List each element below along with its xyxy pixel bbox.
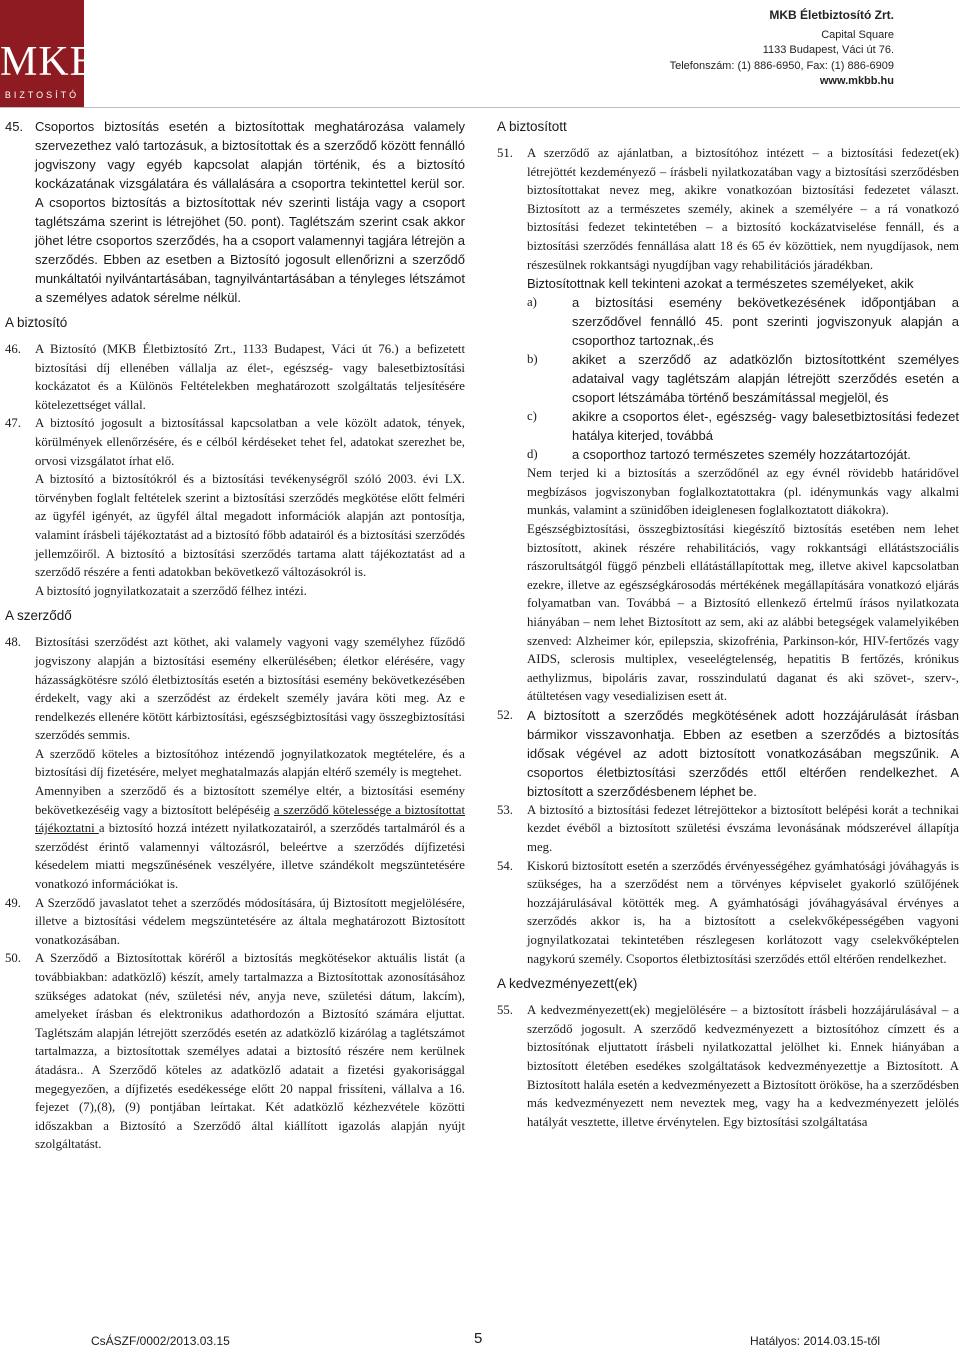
paragraph-text: A kedvezményezett(ek) megjelölésére – a biztosított írásbeli hozzájárulásával – a szerződő jogosult. A szerződő kedvezményezett a biztosítóhoz címzett és a biztosítónak eljuttatott írásbeli nyilatkozattal jelölhet ki. Ennek hiányában a biztosított életében esedékes szolgáltatások kedvezményezettje a Biztosított. A Biztosított halála esetén a kedvezményezett a Biztosított örököse, ha a szerződésben más kedvezményezett nem neveztek meg, vagy ha a kedvezményezett jelölés hatályát vesztette, illetve érvénytelen. Egy biztosítási szolgáltatása xyxy=(527,1003,959,1129)
paragraph-45 xyxy=(5,117,465,307)
paragraph-51-exclusion: Nem terjed ki a biztosítás a szerződőnél az egy évnél rövidebb határidővel megbízásos jogviszonyban foglalkoztatottakra (pl. idénymunkás vagy alkalmi munkás, valamint a szünidőben ideiglenesen foglalkoztatott diákokra). xyxy=(527,466,959,518)
list-item xyxy=(527,407,959,445)
paragraph-47 xyxy=(5,414,465,470)
paragraph-text: Biztosítási szerződést azt köthet, aki valamely vagyoni vagy személyhez fűződő jogviszony alapján a biztosítási esemény elkerülésében; életkor elérésére, vagy házasságkötésre szóló életbiztosítás esetén a biztosítási esemény bekövetkezésében érdekelt, vagy aki a szerződést az érdekelt személy javára köti meg. Az e rendelkezés ellenére kötött kárbiztosítási, egészségbiztosítási vagy összegbiztosítási szerződés semmis. xyxy=(35,635,465,743)
list-text: a biztosítási esemény bekövetkezésének időpontjában a szerződővel fennálló 45. pont szerinti jogviszonyuk alapján a csoporthoz tartoznak,.és xyxy=(572,295,959,349)
list-letter: b) xyxy=(527,352,538,367)
section-heading-biztositott: A biztosított xyxy=(497,119,567,134)
paragraph-48-information xyxy=(35,782,465,894)
paragraph-text: A Szerződő javaslatot tehet a szerződés módosítására, új Biztosított megjelölésére, illetve a biztosítási védelem megszüntetésére az általa meghatározott Biztosított vonatkozásában. xyxy=(35,895,465,947)
paragraph-text: Kiskorú biztosított esetén a szerződés érvényességéhez gyámhatósági jóváhagyás is szükséges, ha a szerződést nem a törvényes képviselet gyakorló szülőjének hozzájárulásával kötötték meg. A gyámhatósági jóváhagyásával érvényes a szerződés akkor is, ha a biztosított a cselekvőképességében vagyoni jognyilatkozatai tekintetében részlegesen korlátozott vagy cselekvőképtelen nagykorú személy. Csoportos életbiztosítási szerződés ettől eltérően rendelkezhet. xyxy=(527,858,959,966)
paragraph-number: 54. xyxy=(497,858,513,873)
list-item xyxy=(527,293,959,350)
paragraph-53 xyxy=(497,801,959,857)
paragraph-number: 48. xyxy=(5,635,21,650)
section-heading-biztosito: A biztosító xyxy=(5,315,68,330)
paragraph-48-continued: A szerződő köteles a biztosítóhoz intézendő jognyilatkozatok megtételére, és a biztosítási díj fizetésére, melyet meghatalmazás alapján eltérő személy is megtehet. xyxy=(35,746,465,780)
list-text: a csoporthoz tartozó természetes személy hozzátartozóját. xyxy=(572,447,911,463)
footer-effective-date: Hatályos: 2014.03.15-től xyxy=(750,1334,881,1348)
paragraph-text: A szerződő az ajánlatban, a biztosítóhoz intézett – a biztosítási fedezet(ek) létrejöttét kezdeményező – írásbeli nyilatkozatában vagy a biztosítási szerződésben biztosítottakat nevez meg, akikre vonatkozóan biztosítási fedezetet választ. Biztosított az a természetes személy, akinek a személyére – a rá vonatkozó biztosítási fedezet tekintetében – a biztosító kockázatviselése fennáll, és a biztosítási szerződés fennállása alatt 18 és 65 év közöttiek, nem nyugdíjasok, nem részesülnek rokkantsági nyugdíjban vagy rehabilitációs járadékban. xyxy=(527,146,959,272)
paragraph-52 xyxy=(497,706,959,801)
text-segment: Amennyiben a szerződő és a biztosított személye eltér, a biztosítási esemény bekövetkezéséig vagy a biztosított belépéséig xyxy=(35,784,465,817)
paragraph-number: 45. xyxy=(5,119,24,134)
paragraph-number: 53. xyxy=(497,802,513,817)
company-name: MKB Életbiztosító Zrt. xyxy=(769,8,894,22)
company-address: 1133 Budapest, Váci út 76. xyxy=(762,44,894,56)
paragraph-text: A biztosító a biztosítási fedezet létrejöttekor a biztosított belépési korát a technikai kezdet évéből a biztosított születési évszáma levonásának módszerével állapítja meg. xyxy=(527,802,959,855)
paragraph-number: 51. xyxy=(497,146,513,160)
paragraph-text: A biztosított a szerződés megkötésének adott hozzájárulását írásban bármikor visszavonhatja. Ebben az esetben a szerződés a biztosítás idősak végével az adott biztosított vonatkozásában megszűnik. A csoportos életbiztosítási szerződés ettől eltérően rendelkezhet. A biztosított a szerződésbenem léphet be. xyxy=(527,707,959,799)
left-column xyxy=(5,117,465,1154)
company-logo xyxy=(0,0,99,107)
paragraph-number: 55. xyxy=(497,1003,513,1018)
logo-subtitle: BIZTOSÍTÓ xyxy=(4,90,80,100)
list-text: akikre a csoportos élet-, egészség- vagy balesetbiztosítási fedezet hatálya kiterjed, továbbá xyxy=(572,409,959,444)
list-item xyxy=(527,350,959,407)
paragraph-47-last: A biztosító jognyilatkozatait a szerződő félhez intézi. xyxy=(35,583,307,598)
company-info xyxy=(670,8,894,90)
company-building: Capital Square xyxy=(821,28,894,41)
paragraph-number: 46. xyxy=(5,342,21,356)
logo-text: MKB xyxy=(0,39,99,85)
paragraph-51 xyxy=(497,144,959,274)
paragraph-number: 49. xyxy=(5,895,21,910)
paragraph-number: 47. xyxy=(5,416,21,431)
list-letter: a) xyxy=(527,295,537,310)
paragraph-text: A Biztosító (MKB Életbiztosító Zrt., 1133 Budapest, Váci út 76.) a befizetett biztosítási díj ellenében vállalja az élet-, egészség- vagy balesetbiztosítási kockázatot és a Különös Feltételekben meghatározott szolgáltatás teljesítésére kötelezettséget vállal. xyxy=(35,342,465,412)
paragraph-51-intro: Biztosítottnak kell tekinteni azokat a természetes személyeket, akik xyxy=(527,276,914,292)
paragraph-55 xyxy=(497,1001,959,1131)
right-column xyxy=(497,117,959,1131)
text-segment: a biztosító hozzá intézett nyilatkozatairól, a szerződés tartalmáról és a szerződést érintő valamennyi változásról, beleértve a szerződés díjfizetési késedelem miatti megszűnésének veszélyére, illetve szándékolt megszüntetésére vonatkozó információkat is. xyxy=(35,821,465,892)
paragraph-46 xyxy=(5,340,465,414)
underlined-text: a szerződő kötelessége a biztosítottat tájékoztatni xyxy=(35,802,465,836)
list-item xyxy=(527,445,959,464)
paragraph-48 xyxy=(5,633,465,745)
paragraph-text: A Szerződő a Biztosítottak köréről a biztosítás megkötésekor aktuális listát (a továbbiakban: adatközlő) készít, amely tartalmazza a Biztosítottak azonosításához szükséges adatokat (név, születési név, anyja neve, születési dátum, lakcím), amelyeket írásban és elektronikus adathordozón a Biztosító számára eljuttat. Taglétszám alapján létrejött szerződés esetén az adatközlő kizárólag a taglétszámot tartalmazza, a biztosítottak személyes adatai a biztosító részére nem kerülnek átadásra.. A Szerződő köteles az adatközlő adatait a fizetési gyakorisággal megegyezően, a díjfizetés esedékessége előtt 20 nappal frissíteni, vállalva a 16. fejezet (7),(8), (9) pontjában leírtakat. Két adatközlő kézhezvétele közötti időszakban a Biztosító a Szerződő által kiállított igazolás alapján nyújt szolgáltatást. xyxy=(35,951,465,1152)
company-phone: Telefonszám: (1) 886-6950, Fax: (1) 886-6909 xyxy=(669,59,894,72)
section-heading-kedvezmenyezett: A kedvezményezett(ek) xyxy=(497,976,638,992)
list-text: akiket a szerződő az adatközlőn biztosítottként személyes adataival vagy taglétszám alapján létrejött szerződés esetén a csoport létszámába történő beszámítással megjelöl, és xyxy=(572,352,959,406)
paragraph-number: 52. xyxy=(497,707,513,722)
paragraph-text: Csoportos biztosítás esetén a biztosítottak meghatározása valamely szervezethez való tartozásuk, a biztosítottak és a szerződő között fennálló jogviszony vagy egyéb kapcsolat alapján történik, és a biztosító kockázatának vizsgálatára és vállalására a csoportra tekintettel kerül sor. A csoportos biztosítás a biztosítottak név szerinti listája vagy a csoport taglétszáma szerint is létrejöhet (50. pont). Taglétszám szerint csak akkor jöhet létre csoportos szerződés, ha a csoport valamennyi tagjára létrejön a szerződés. Ebben az esetben a Biztosító jogosult ellenőrizni a szerződő munkáltatói nyilvántartásában, tagnyilvántartásában a tényleges létszámot a személyes adatok sérelme nélkül. xyxy=(35,119,465,305)
paragraph-51-health: Egészségbiztosítási, összegbiztosítási kiegészítő biztosítás esetében nem lehet biztosított, akinek részére rehabilitációs, vagy rokkantsági ellátástszociális rászorultsátgól függő pénzbeli ellátástállapítottak meg, illetve akivel kapcsolatban ezekre, illetve az egészségkárosodás mértékének megállapítására vonatkozó eljárás folyamatban van. Továbbá – a Biztosító ellenkező értelmű írásos nyilatkozata hiányában – nem lehet Biztosított az sem, aki az alábbi betegségek valamelyikében szenved: Alzheimer kór, epilepszia, skizofrénia, Parkinson-kór, HIV-fertőzés vagy AIDS, sclerosis multiplex, veseelégtelenség, hepatitis B fertőzés, krónikus aethylizmus, bipoláris zavar, rosszindulatú daganat és aki szövet-, szerv-, átültetésen vagy vesedializisen esett át. xyxy=(527,521,959,704)
footer-document-code: CsÁSZF/0002/2013.03.15 xyxy=(91,1334,230,1348)
footer-page-number: 5 xyxy=(474,1330,483,1347)
paragraph-text: A biztosító jogosult a biztosítással kapcsolatban a vele közölt adatok, tények, körülmények ellenőrzésére, és e célból kérdéseket tehet fel, adatokat szerezhet be, orvosi vizsgálatot írhat elő. xyxy=(35,416,465,468)
list-letter: c) xyxy=(527,409,537,424)
company-website[interactable]: www.mkbb.hu xyxy=(819,75,894,87)
paragraph-47-continued: A biztosító a biztosítókról és a biztosítási tevékenységről szóló 2003. évi LX. törvényben foglalt feltételek szerint a biztosítási szerződés megkötése előtt felméri az ügyfél igényét, az ügyfél által megadott információk alapján azt pontosítja, valamint írásbeli tájékoztatást ad a biztosító főbb adatairól és a biztosítási szerződés jellemzőiről. A biztosító a biztosítási szerződés tartama alatt tájékoztatást ad a szerződő részére a fenti adatokban bekövetkező változásokról is. xyxy=(35,472,465,580)
paragraph-54 xyxy=(497,857,959,969)
insured-criteria-list xyxy=(527,293,959,464)
paragraph-50 xyxy=(5,949,465,1154)
header-divider xyxy=(0,107,960,108)
list-letter: d) xyxy=(527,447,538,462)
section-heading-szerzodo: A szerződő xyxy=(5,608,72,624)
paragraph-49 xyxy=(5,894,465,950)
paragraph-number: 50. xyxy=(5,951,21,966)
